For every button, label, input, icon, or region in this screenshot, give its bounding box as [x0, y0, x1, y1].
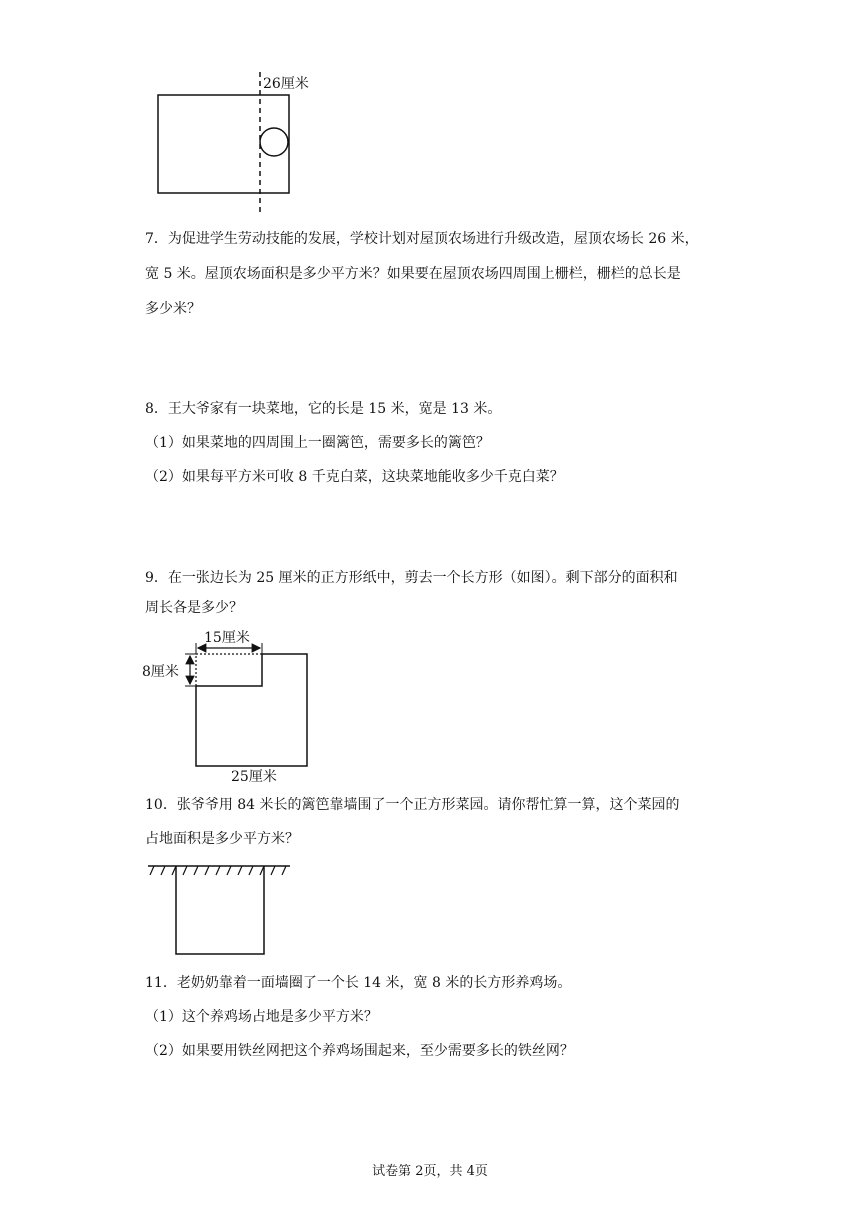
problem-7-line-1: 7．为促进学生劳动技能的发展，学校计划对屋顶农场进行升级改造，屋顶农场长 26 米，: [145, 231, 699, 247]
figure-circle: [260, 128, 288, 156]
figure-square-cutout: [140, 626, 320, 786]
problem-8-subquestion-2: （2）如果每平方米可收 8 千克白菜，这块菜地能收多少千克白菜？: [145, 469, 564, 485]
problem-11-subquestion-1: （1）这个养鸡场占地是多少平方米？: [145, 1009, 378, 1025]
problem-8-subquestion-1: （1）如果菜地的四周围上一圈篱笆，需要多长的篱笆？: [145, 435, 490, 451]
figure-square-against-wall: [140, 858, 300, 962]
figure-rectangle-circle: [150, 68, 310, 216]
problem-10-line-2: 占地面积是多少平方米？: [145, 831, 299, 847]
problem-10-line-1: 10．张爷爷用 84 米长的篱笆靠墙围了一个正方形菜园。请你帮忙算一算，这个菜园的: [145, 797, 680, 813]
problem-7-line-2: 宽 5 米。屋顶农场面积是多少平方米？如果要在屋顶农场四周围上栅栏，栅栏的总长是: [145, 266, 681, 282]
bottom-dimension-label: 25厘米: [231, 769, 277, 785]
problem-11-line-1: 11．老奶奶靠着一面墙圈了一个长 14 米，宽 8 米的长方形养鸡场。: [145, 975, 572, 991]
problem-7-line-3: 多少米？: [145, 301, 201, 317]
top-dimension-label: 15厘米: [204, 630, 250, 646]
problem-9-line-2: 周长各是多少？: [145, 600, 243, 616]
left-dimension-label: 8厘米: [142, 664, 179, 680]
wall-hatching: [150, 866, 286, 875]
square-outline: [196, 654, 307, 766]
page-footer: 试卷第 2页，共 4页: [372, 1164, 488, 1179]
problem-11-subquestion-2: （2）如果要用铁丝网把这个养鸡场围起来，至少需要多长的铁丝网？: [145, 1043, 574, 1059]
problem-8-line-1: 8．王大爷家有一块菜地，它的长是 15 米，宽是 13 米。: [145, 401, 502, 417]
cutout-rectangle-outline: [196, 654, 262, 686]
figure-length-label: 26厘米: [263, 76, 309, 92]
problem-9-line-1: 9．在一张边长为 25 厘米的正方形纸中，剪去一个长方形（如图）。剩下部分的面积和: [145, 570, 678, 586]
fenced-square: [176, 866, 264, 954]
